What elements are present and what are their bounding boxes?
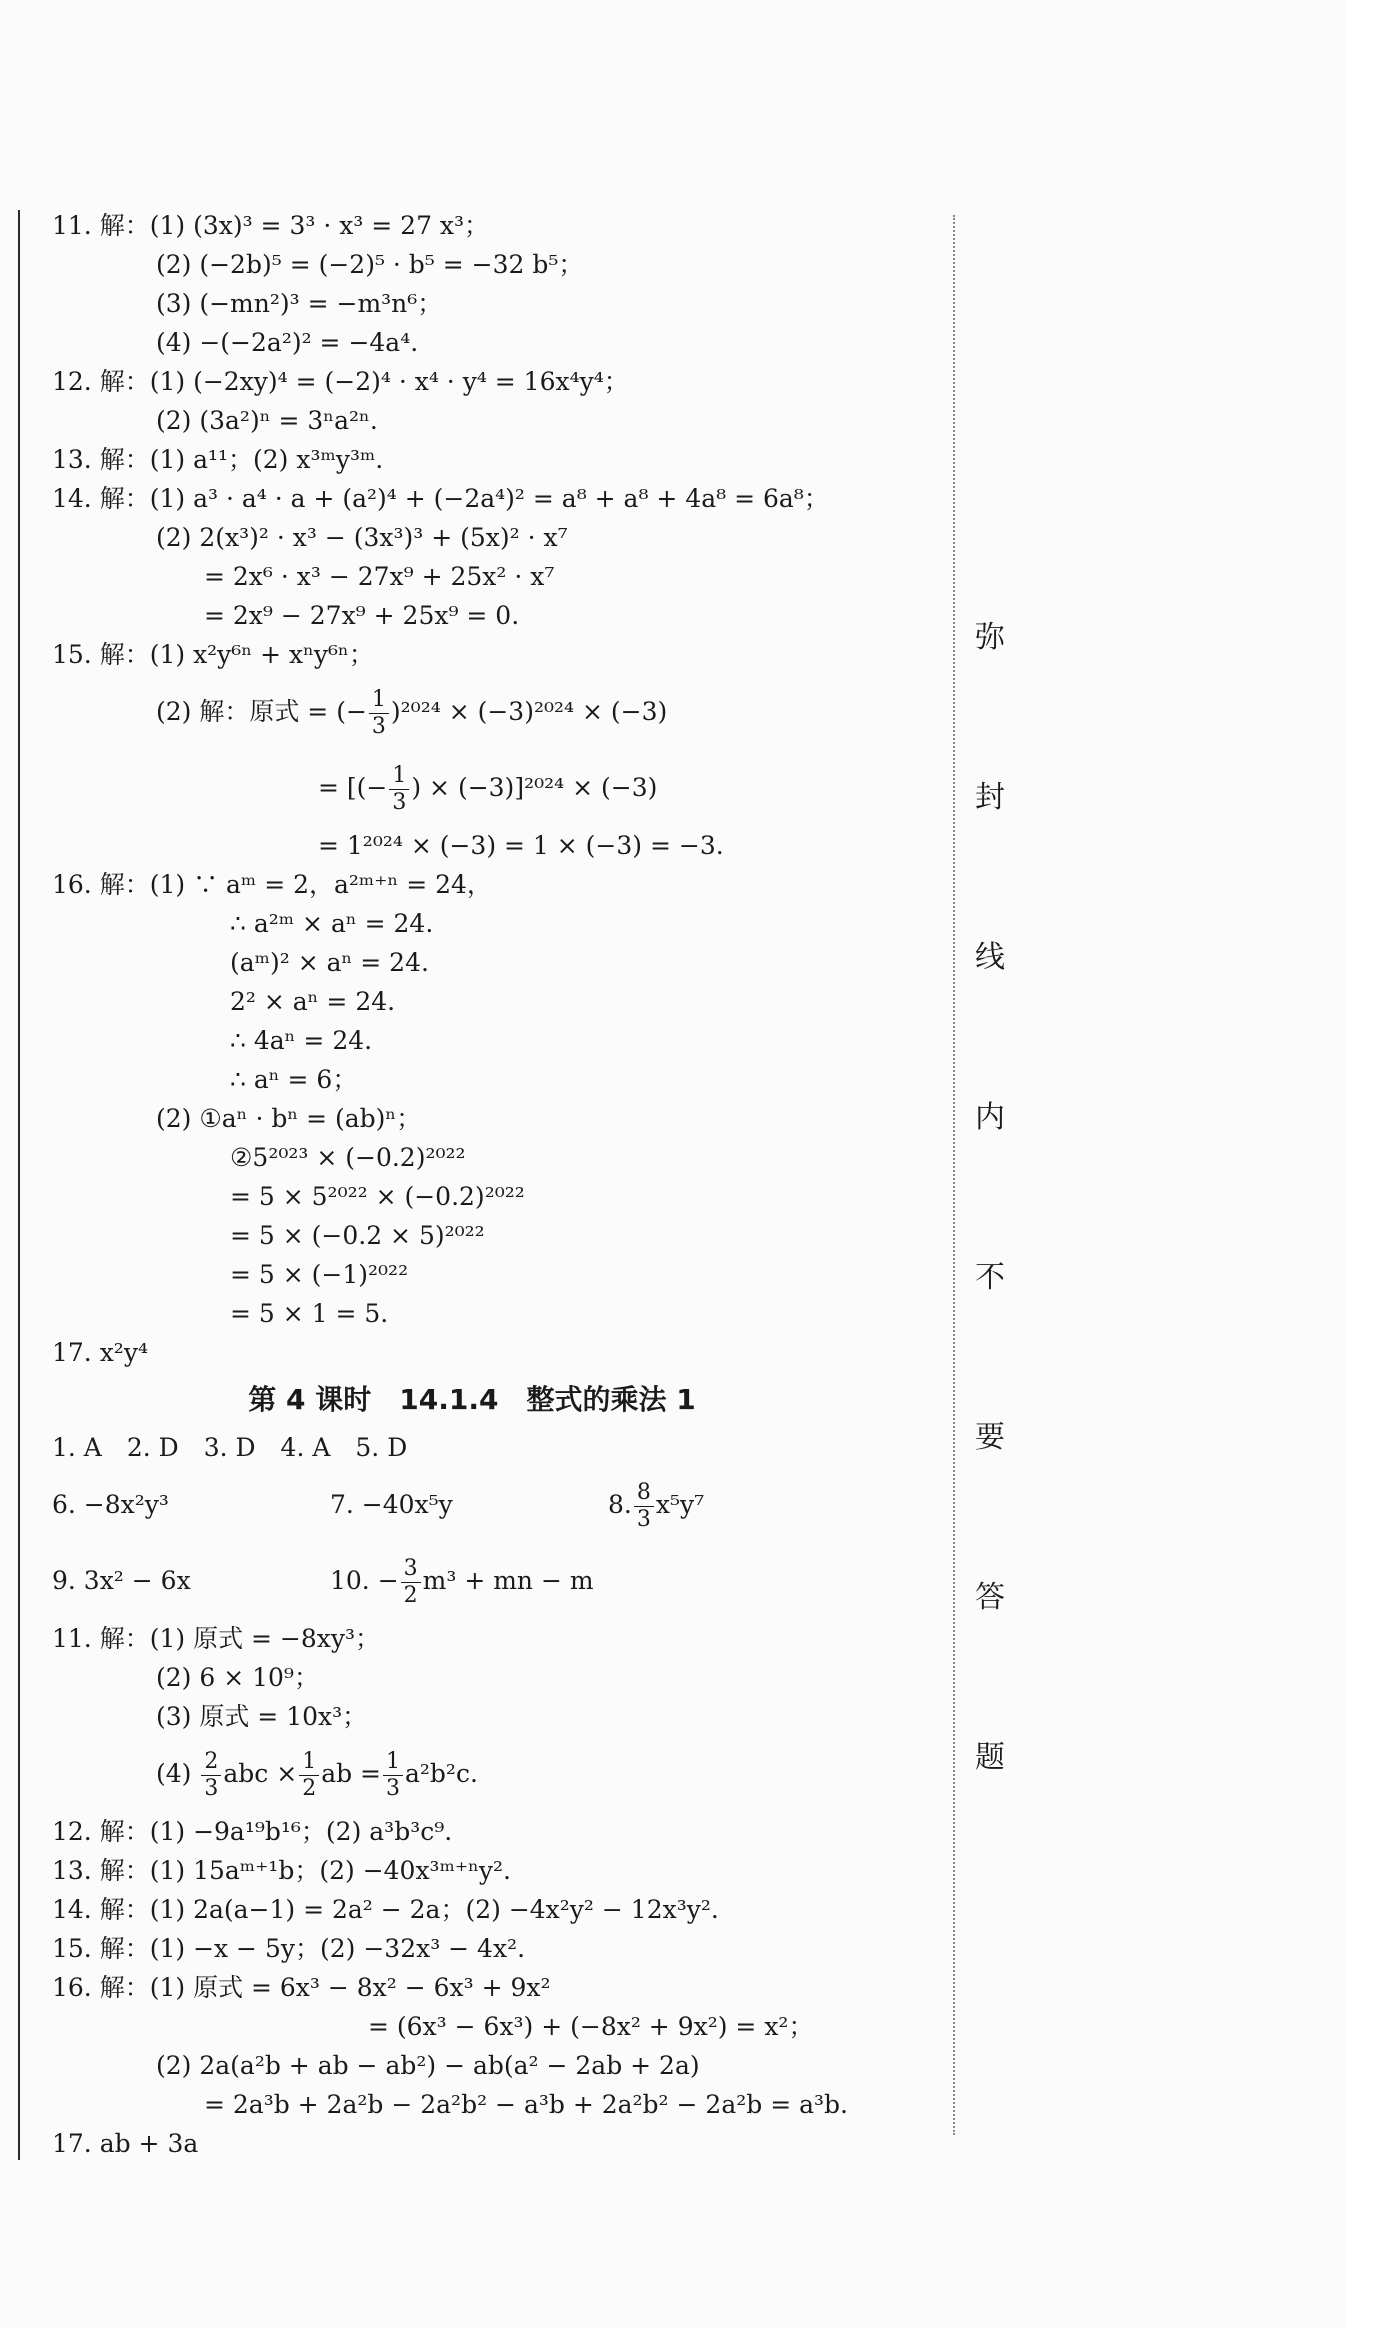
seal-char-6: 要 [975, 1420, 1005, 1455]
answer-line: ②5²⁰²³ × (−0.2)²⁰²² [230, 1143, 466, 1172]
seal-char-3: 线 [975, 940, 1005, 975]
answer-line-fraction [52, 1467, 932, 1543]
fraction-denominator: 3 [371, 714, 386, 739]
fraction [634, 1480, 654, 1533]
answer-line: 12. 解：(1) (−2xy)⁴ = (−2)⁴ · x⁴ · y⁴ = 16x⁴y⁴； [52, 367, 629, 396]
answer-text: abc × [223, 1759, 298, 1788]
answer-line: ∴ a²ᵐ × aⁿ = 24. [230, 909, 434, 938]
fraction-denominator: 2 [403, 1583, 418, 1608]
fraction-numerator: 3 [401, 1556, 421, 1583]
answer-text: 6. −8x²y³ [52, 1490, 169, 1519]
answer-text: x⁵y⁷ [655, 1490, 705, 1519]
answer-text: (2) 解：原式 = (− [156, 697, 367, 726]
seal-dotted-line [953, 215, 955, 2135]
answer-text: m³ + mn − m [422, 1566, 594, 1595]
section-heading: 第 4 课时 14.1.4 整式的乘法 1 [248, 1383, 696, 1416]
answer-text: 7. −40x⁵y [330, 1490, 453, 1519]
fraction-denominator: 3 [386, 1776, 400, 1801]
fraction [369, 687, 389, 740]
answer-line: ∴ 4aⁿ = 24. [230, 1026, 373, 1055]
answer-line: 14. 解：(1) a³ · a⁴ · a + (a²)⁴ + (−2a⁴)² = a⁸ + a⁸ + 4a⁸ = 6a⁸； [52, 484, 829, 513]
answer-line: 11. 解：(1) (3x)³ = 3³ · x³ = 27 x³； [52, 211, 490, 240]
answer-text: = [(− [318, 773, 388, 802]
answer-line: 16. 解：(1) ∵ aᵐ = 2，a²ᵐ⁺ⁿ = 24， [52, 870, 492, 899]
answer-line: = 5 × (−0.2 × 5)²⁰²² [230, 1221, 485, 1250]
answer-line: ∴ aⁿ = 6； [230, 1065, 358, 1094]
answer-line: 17. ab + 3a [52, 2129, 199, 2158]
answer-line: (2) 2a(a²b + ab − ab²) − ab(a² − 2ab + 2a) [156, 2051, 700, 2080]
seal-char-7: 答 [975, 1580, 1005, 1615]
answer-line: (2) 2(x³)² · x³ − (3x³)³ + (5x)² · x⁷ [156, 523, 568, 552]
fraction [383, 1749, 403, 1802]
answer-line: 16. 解：(1) 原式 = 6x³ − 8x² − 6x³ + 9x² [52, 1973, 551, 2002]
answer-text: a²b²c. [405, 1759, 478, 1788]
answer-line-fraction [52, 1543, 932, 1619]
answer-line: (2) (−2b)⁵ = (−2)⁵ · b⁵ = −32 b⁵； [156, 250, 584, 279]
answer-line: = (6x³ − 6x³) + (−8x² + 9x²) = x²； [368, 2012, 814, 2041]
fraction-numerator: 1 [383, 1749, 403, 1776]
fraction-denominator: 3 [392, 790, 407, 815]
seal-char-8: 题 [975, 1740, 1005, 1775]
answer-line-fraction [52, 1736, 932, 1812]
answer-line: = 1²⁰²⁴ × (−3) = 1 × (−3) = −3. [318, 831, 724, 860]
answer-text: ab = [321, 1759, 381, 1788]
answer-line: = 5 × (−1)²⁰²² [230, 1260, 409, 1289]
fraction-numerator: 1 [389, 763, 409, 790]
answer-line: = 5 × 1 = 5. [230, 1299, 389, 1328]
answer-line: = 2x⁶ · x³ − 27x⁹ + 25x² · x⁷ [204, 562, 555, 591]
answer-line: = 2x⁹ − 27x⁹ + 25x⁹ = 0. [204, 601, 520, 630]
fraction-numerator: 8 [634, 1480, 654, 1507]
answer-line: 14. 解：(1) 2a(a−1) = 2a² − 2a；(2) −4x²y² − 12x³y². [52, 1895, 719, 1924]
answer-line: = 2a³b + 2a²b − 2a²b² − a³b + 2a²b² − 2a²b = a³b. [204, 2090, 848, 2119]
answer-text: (4) [156, 1759, 192, 1788]
seal-char-5: 不 [975, 1260, 1005, 1295]
fraction-denominator: 3 [636, 1507, 651, 1532]
fraction-numerator: 2 [201, 1749, 221, 1776]
answer-line: (4) −(−2a²)² = −4a⁴. [156, 328, 419, 357]
seal-char-2: 封 [975, 780, 1005, 815]
answer-text: )²⁰²⁴ × (−3)²⁰²⁴ × (−3) [390, 697, 668, 726]
answer-line: 17. x²y⁴ [52, 1338, 148, 1367]
answer-content [52, 206, 932, 2163]
answer-line: (aᵐ)² × aⁿ = 24. [230, 948, 429, 977]
answer-line: (2) ①aⁿ · bⁿ = (ab)ⁿ； [156, 1104, 422, 1133]
answer-line: (3) 原式 = 10x³； [156, 1702, 368, 1731]
answer-line: = 5 × 5²⁰²² × (−0.2)²⁰²² [230, 1182, 525, 1211]
answer-line: (2) 6 × 10⁹； [156, 1663, 319, 1692]
fraction-numerator: 1 [299, 1749, 319, 1776]
fraction [299, 1749, 319, 1802]
seal-char-4: 内 [975, 1100, 1005, 1135]
answer-line-fraction [52, 750, 932, 826]
fraction [389, 763, 409, 816]
fraction [201, 1749, 221, 1802]
answer-line: 12. 解：(1) −9a¹⁹b¹⁶；(2) a³b³c⁹. [52, 1817, 453, 1846]
answer-text: 9. 3x² − 6x [52, 1566, 191, 1595]
fraction [401, 1556, 421, 1609]
answer-line: 15. 解：(1) x²y⁶ⁿ + xⁿy⁶ⁿ； [52, 640, 374, 669]
fraction-numerator: 1 [369, 687, 389, 714]
answer-text: ) × (−3)]²⁰²⁴ × (−3) [411, 773, 658, 802]
answer-line: (2) (3a²)ⁿ = 3ⁿa²ⁿ. [156, 406, 378, 435]
answer-line: 2² × aⁿ = 24. [230, 987, 396, 1016]
answer-text: 8. [608, 1490, 632, 1519]
answer-line: 13. 解：(1) a¹¹；(2) x³ᵐy³ᵐ. [52, 445, 384, 474]
fraction-denominator: 2 [302, 1776, 317, 1801]
answer-line: 13. 解：(1) 15aᵐ⁺¹b；(2) −40x³ᵐ⁺ⁿy². [52, 1856, 512, 1885]
fraction-denominator: 3 [204, 1776, 219, 1801]
left-margin-rule [18, 210, 20, 2160]
seal-char-1: 弥 [975, 620, 1005, 655]
answer-line: 11. 解：(1) 原式 = −8xy³； [52, 1624, 381, 1653]
answer-line: (3) (−mn²)³ = −m³n⁶； [156, 289, 443, 318]
answer-text: 10. − [330, 1566, 399, 1595]
answer-line: 1. A 2. D 3. D 4. A 5. D [52, 1433, 408, 1462]
answer-line-fraction [52, 674, 932, 750]
answer-line: 15. 解：(1) −x − 5y；(2) −32x³ − 4x². [52, 1934, 526, 1963]
